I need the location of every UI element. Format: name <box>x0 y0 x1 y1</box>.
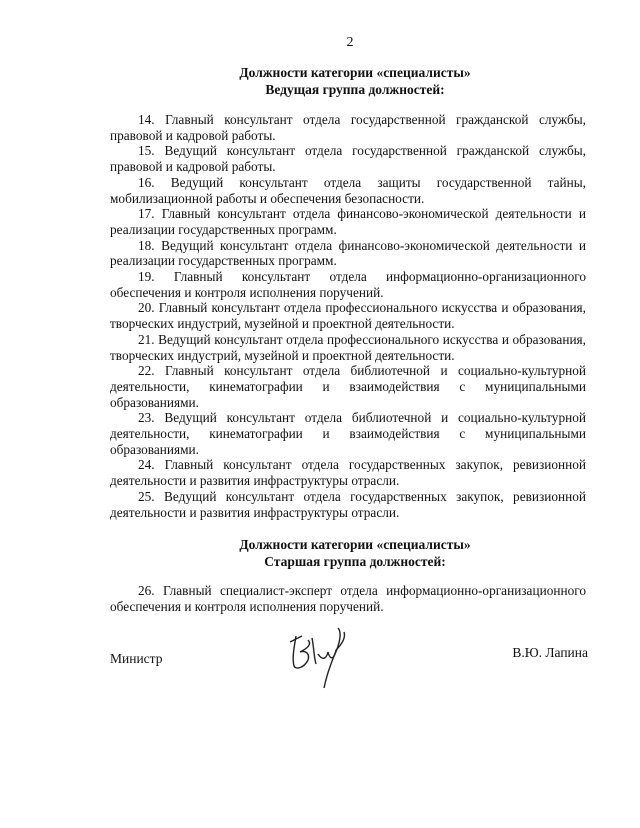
positions-list-leading <box>110 112 586 520</box>
list-item: 20. Главный консультант отдела профессионального искусства и образования, творческих индустрий, музейной и проектной деятельности. <box>110 300 586 332</box>
list-item: 26. Главный специалист-эксперт отдела информационно-организационного обеспечения и контроля исполнения поручений. <box>110 583 586 614</box>
signatory-position: Министр <box>110 651 163 666</box>
section-title: Должности категории «специалисты» <box>239 65 471 80</box>
section-title: Должности категории «специалисты» <box>239 537 471 552</box>
list-item: 14. Главный консультант отдела государственной гражданской службы, правовой и кадровой работы. <box>110 112 586 143</box>
page-number: 2 <box>346 35 354 50</box>
list-item: 22. Главный консультант отдела библиотечной и социально-культурной деятельности, кинематографии и взаимодействия с муниципальными образованиями. <box>110 363 586 410</box>
section-heading-senior <box>100 536 610 570</box>
section-subtitle: Старшая группа должностей: <box>264 554 446 569</box>
list-item: 21. Ведущий консультант отдела профессионального искусства и образования, творческих индустрий, музейной и проектной деятельности. <box>110 331 586 363</box>
list-item: 15. Ведущий консультант отдела государственной гражданской службы, правовой и кадровой работы. <box>110 143 586 175</box>
signatory-name: В.Ю. Лапина <box>512 645 588 660</box>
list-item: 16. Ведущий консультант отдела защиты государственной тайны, мобилизационной работы и обеспечения безопасности. <box>110 174 586 206</box>
list-item: 25. Ведущий консультант отдела государственных закупок, ревизионной деятельности и развития инфраструктуры отрасли. <box>110 488 586 520</box>
section-heading-leading <box>100 64 610 98</box>
list-item: 19. Главный консультант отдела информационно-организационного обеспечения и контроля исполнения поручений. <box>110 269 586 300</box>
section-subtitle: Ведущая группа должностей: <box>265 82 445 97</box>
list-item: 24. Главный консультант отдела государственных закупок, ревизионной деятельности и развития инфраструктуры отрасли. <box>110 457 586 489</box>
list-item: 17. Главный консультант отдела финансово-экономической деятельности и реализации государственных программ. <box>110 206 586 237</box>
list-item: 18. Ведущий консультант отдела финансово-экономической деятельности и реализации государственных программ. <box>110 237 586 269</box>
list-item: 23. Ведущий консультант отдела библиотечной и социально-культурной деятельности, кинематографии и взаимодействия с муниципальными образованиями. <box>110 410 586 457</box>
positions-list-senior <box>110 583 586 614</box>
handwritten-signature <box>282 614 362 694</box>
